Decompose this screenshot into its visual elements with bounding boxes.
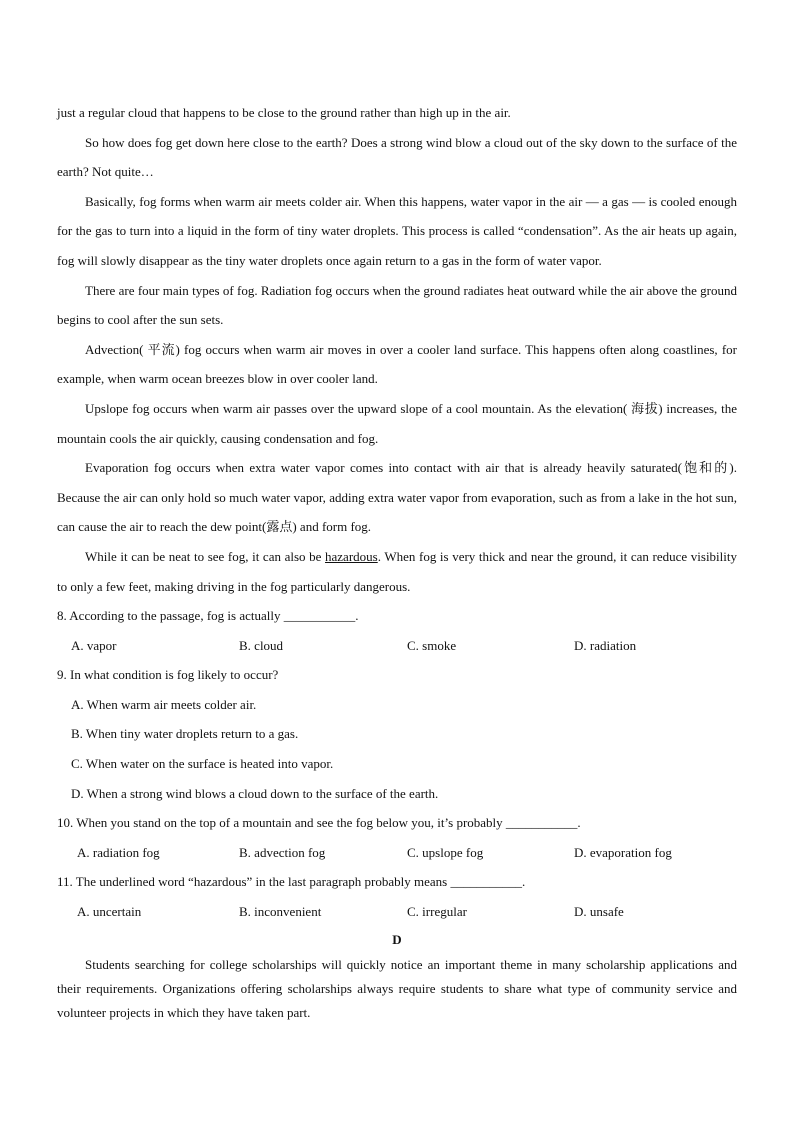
document-page <box>57 98 737 1025</box>
q10-option-b: B. advection fog <box>239 844 326 860</box>
q9-option-c: C. When water on the surface is heated into vapor. <box>71 756 334 772</box>
passage-paragraph-2: Basically, fog forms when warm air meets colder air. When this happens, water vapor in the air — a gas — is cooled enough for the gas to turn into a liquid in the form of tiny water droplets. This process is called “condensation”. As the air heats up again, fog will slowly disappear as the tiny water droplets once again return to a gas in the form of water vapor. <box>57 193 737 268</box>
q9-option-a: A. When warm air meets colder air. <box>71 696 257 712</box>
passage-paragraph-6: Evaporation fog occurs when extra water vapor comes into contact with air that is already heavily saturated(饱和的). Because the air can only hold so much water vapor, adding extra water vapor from evaporation, such as from a lake in the hot sun, can cause the air to reach the dew point(露点) and form fog. <box>57 460 737 535</box>
q10-option-c: C. upslope fog <box>407 844 484 860</box>
q9-option-d: D. When a strong wind blows a cloud down to the surface of the earth. <box>71 785 439 801</box>
q11-option-a: A. uncertain <box>77 904 142 920</box>
q8-option-d: D. radiation <box>574 637 637 653</box>
q8-option-c: C. smoke <box>407 637 457 653</box>
question-10-stem: 10. When you stand on the top of a mountain and see the fog below you, it’s probably ___________. <box>57 815 581 831</box>
q9-option-b: B. When tiny water droplets return to a gas. <box>71 726 299 742</box>
question-11-options <box>57 897 737 927</box>
q10-option-d: D. evaporation fog <box>574 844 672 860</box>
passage-paragraph-0: just a regular cloud that happens to be close to the ground rather than high up in the air. <box>57 105 511 120</box>
passage-paragraph-7 <box>57 542 737 601</box>
question-8-options <box>57 631 737 661</box>
passage-paragraph-4: Advection( 平流) fog occurs when warm air moves in over a cooler land surface. This happens often along coastlines, for example, when warm ocean breezes blow in over cooler land. <box>57 341 737 387</box>
question-11-stem: 11. The underlined word “hazardous” in the last paragraph probably means ___________. <box>57 874 526 890</box>
paragraph-7-text-end: . When fog is very thick and near the ground, it can reduce visibility to only a few feet, making driving in the fog particularly dangerous. <box>57 548 737 594</box>
q10-option-a: A. radiation fog <box>77 844 160 860</box>
section-d-heading: D <box>392 931 402 947</box>
passage-paragraph-3: There are four main types of fog. Radiation fog occurs when the ground radiates heat outward while the air above the ground begins to cool after the sun sets. <box>57 282 737 328</box>
q8-option-a: A. vapor <box>71 637 117 653</box>
question-9-stem: 9. In what condition is fog likely to occur? <box>57 667 279 683</box>
underlined-word-hazardous: hazardous <box>325 548 378 564</box>
passage-paragraph-5: Upslope fog occurs when warm air passes over the upward slope of a cool mountain. As the elevation( 海拔) increases, the mountain cools the air quickly, causing condensation and fog. <box>57 400 737 446</box>
question-10-options <box>57 838 737 868</box>
question-8-stem: 8. According to the passage, fog is actually ___________. <box>57 608 359 624</box>
section-d-paragraph-1: Students searching for college scholarships will quickly notice an important theme in many scholarship applications and their requirements. Organizations offering scholarships always require students to share what type of community service and volunteer projects in which they have taken part. <box>57 956 737 1020</box>
q11-option-b: B. inconvenient <box>239 904 322 920</box>
q11-option-d: D. unsafe <box>574 904 624 920</box>
q8-option-b: B. cloud <box>239 637 284 653</box>
passage-paragraph-1: So how does fog get down here close to the earth? Does a strong wind blow a cloud out of the sky down to the surface of the earth? Not quite… <box>57 134 737 180</box>
q11-option-c: C. irregular <box>407 904 467 920</box>
question-9-options <box>57 690 737 808</box>
paragraph-7-text-start: While it can be neat to see fog, it can also be <box>85 548 326 564</box>
